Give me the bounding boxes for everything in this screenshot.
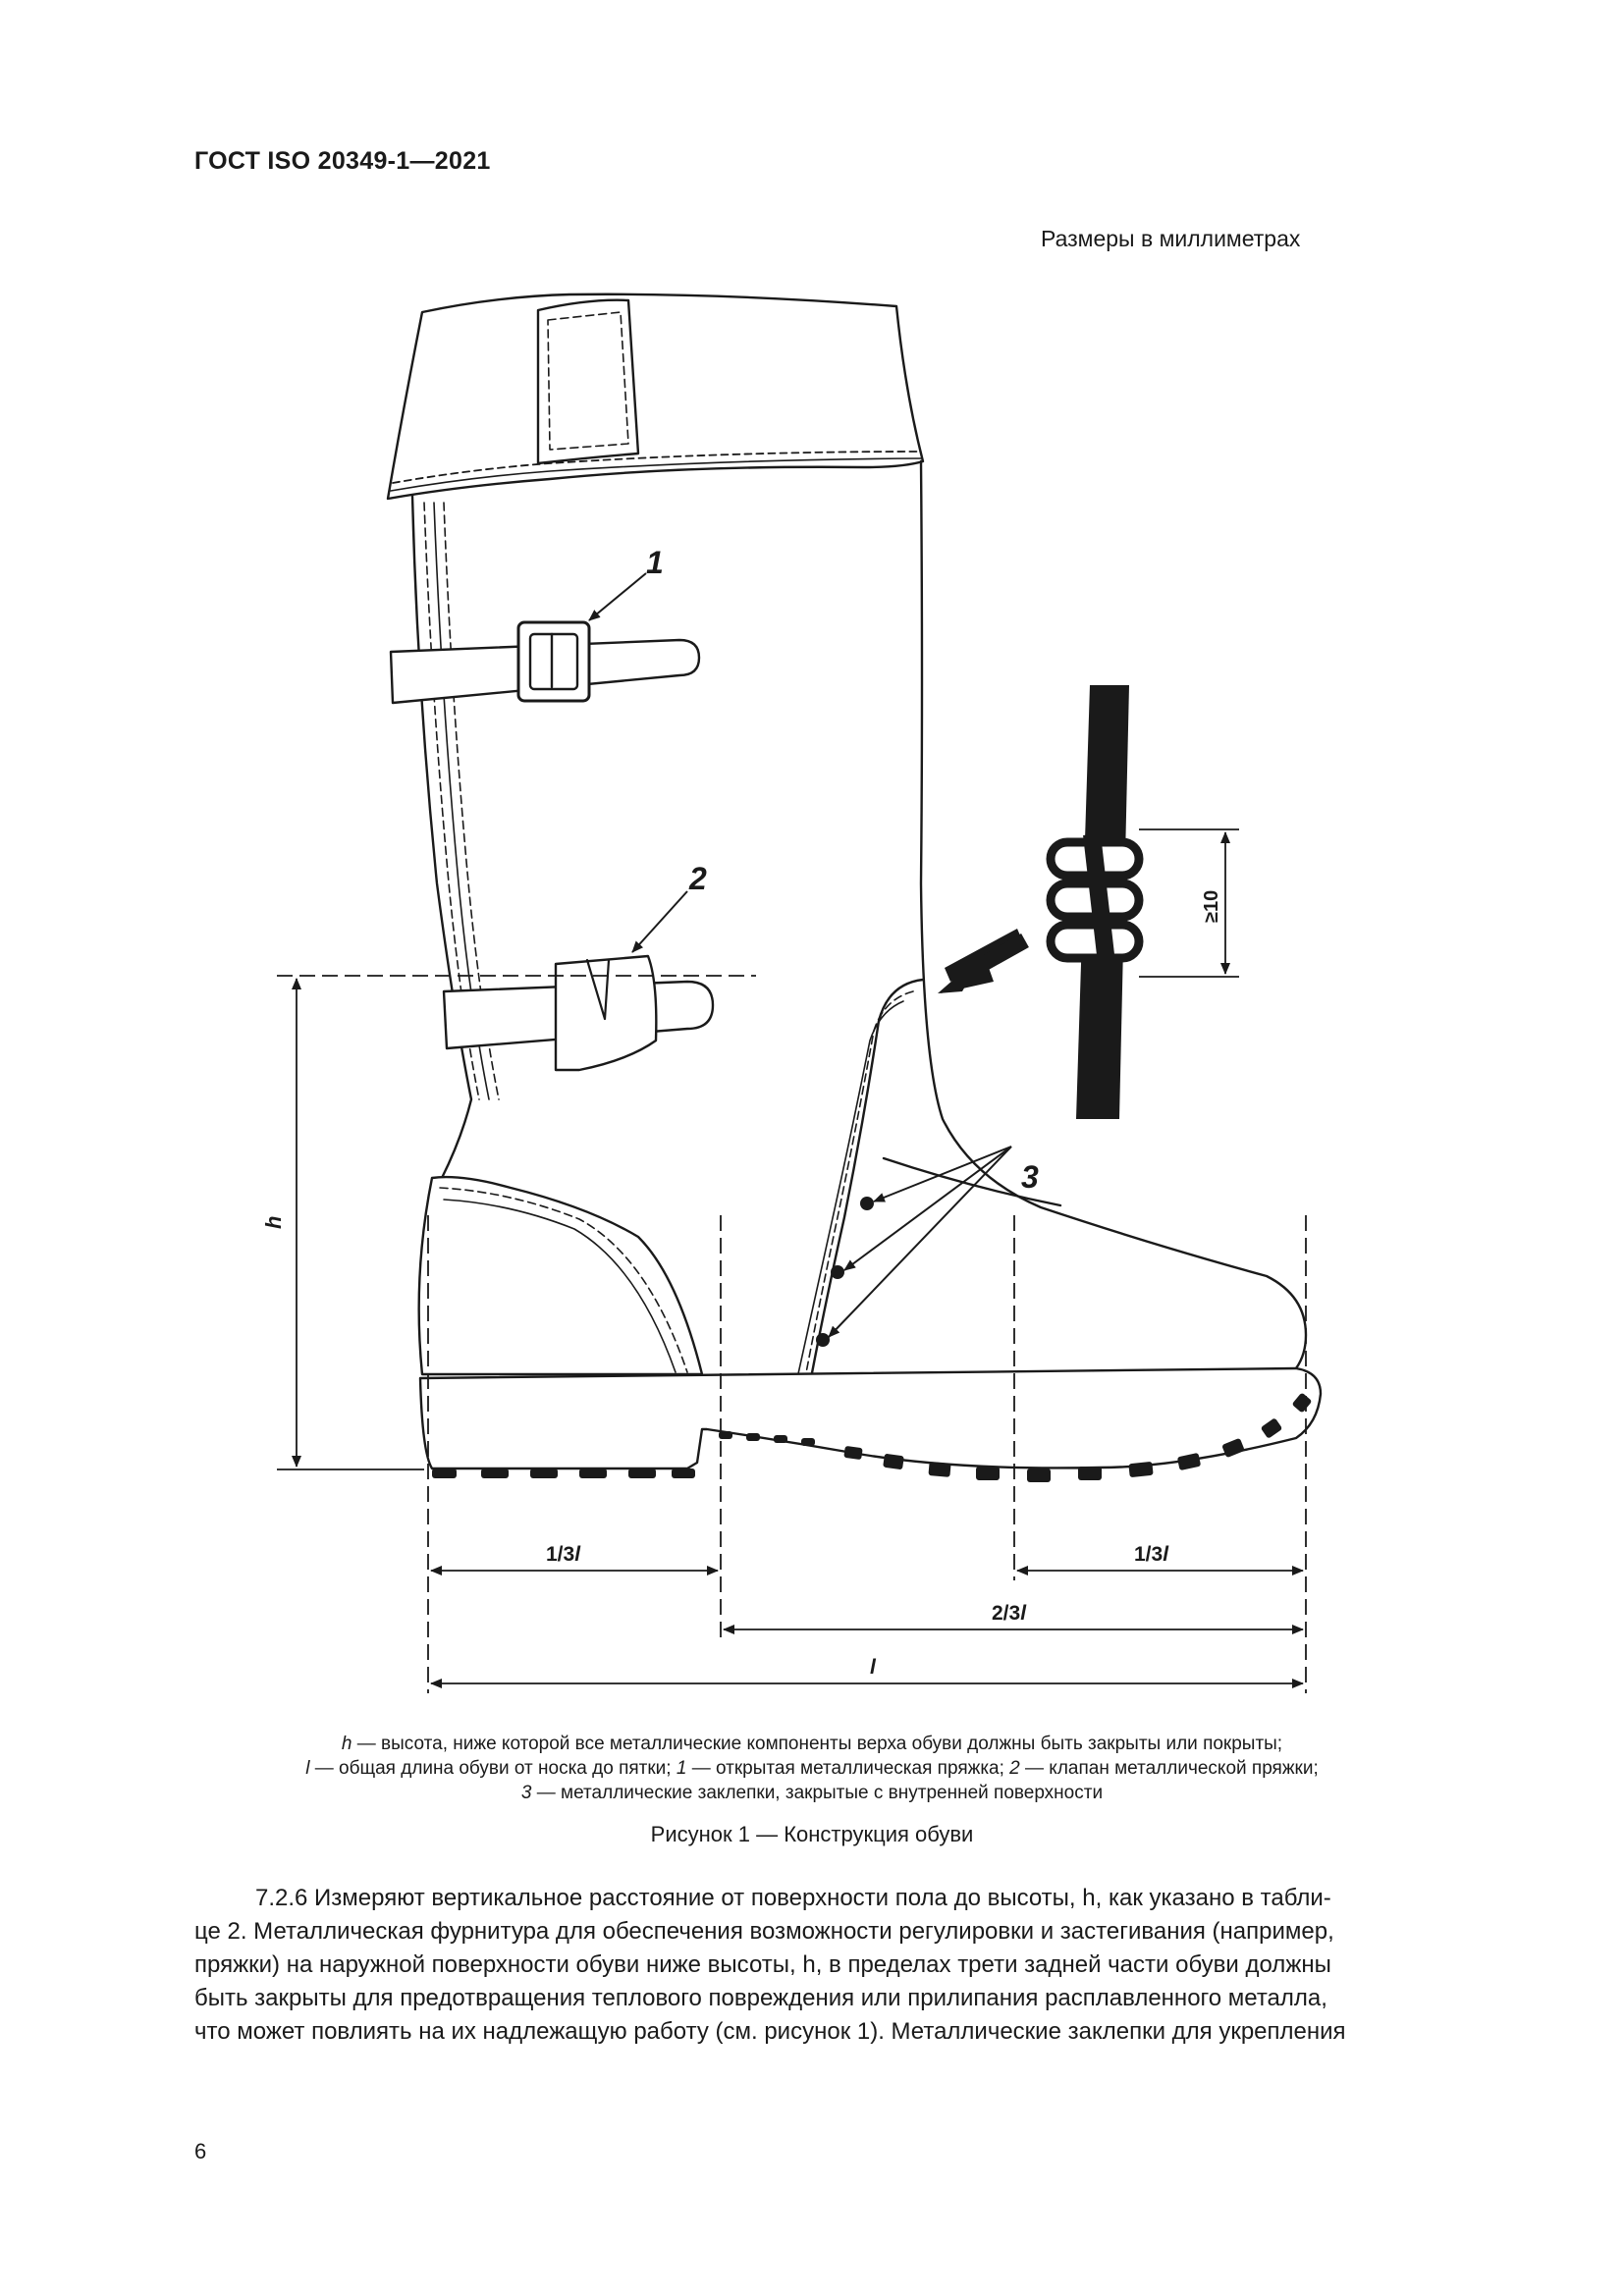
dimension-h: h bbox=[261, 1215, 286, 1229]
body-line: це 2. Металлическая фурнитура для обеспечения возможности регулировки и застегивания (например, bbox=[194, 1918, 1334, 1945]
vamp-seam bbox=[811, 980, 923, 1378]
rivet-3 bbox=[816, 1333, 830, 1347]
boot-drawing bbox=[388, 294, 1321, 1482]
boot-cuff bbox=[388, 294, 923, 499]
rivet-seam bbox=[827, 989, 901, 1366]
heel-tread bbox=[432, 1468, 695, 1478]
shaft-back bbox=[412, 496, 471, 1178]
body-line: 7.2.6 Измеряют вертикальное расстояние от поверхности пола до высоты, h, как указано в табли- bbox=[255, 1885, 1331, 1911]
figure-caption: Рисунок 1 — Конструкция обуви bbox=[650, 1822, 974, 1846]
callout-3: 3 bbox=[1021, 1159, 1039, 1195]
dim-total: l bbox=[870, 1656, 876, 1679]
body-line: пряжки) на наружной поверхности обуви ниже высоты, h, в пределах трети задней части обуви должны bbox=[194, 1951, 1331, 1978]
units-note: Размеры в миллиметрах bbox=[1041, 226, 1301, 251]
body-paragraph bbox=[194, 1882, 1520, 2049]
dim-two-thirds: 2/3l bbox=[992, 1602, 1027, 1625]
dim-heel-third: 1/3l bbox=[546, 1543, 581, 1566]
figure-legend-line-3: 3 — металлические заклепки, закрытые с внутренней поверхности bbox=[520, 1783, 1104, 1803]
figure-legend-line-2: l — общая длина обуви от носка до пятки; 1 — открытая металлическая пряжка; 2 — клапан металлической пряжки; bbox=[305, 1758, 1319, 1779]
rivet-2 bbox=[831, 1265, 844, 1279]
sole bbox=[420, 1368, 1321, 1468]
callout-leaders bbox=[589, 573, 1011, 1337]
body-line: быть закрыты для предотвращения теплового повреждения или прилипания расплавленного металла, bbox=[194, 1985, 1327, 2011]
dim-toe-third: 1/3l bbox=[1134, 1543, 1169, 1566]
callout-1: 1 bbox=[646, 545, 664, 580]
figure-legend-line-1: h — высота, ниже которой все металлические компоненты верха обуви должны быть закрыты или покрыты; bbox=[341, 1734, 1283, 1754]
document-header: ГОСТ ISO 20349-1—2021 bbox=[194, 147, 491, 175]
heel-counter bbox=[419, 1177, 702, 1374]
page-number: 6 bbox=[194, 2139, 207, 2163]
dimension-ring-spacing: ≥10 bbox=[1201, 889, 1222, 923]
rivet-1 bbox=[860, 1197, 874, 1210]
body-line: что может повлиять на их надлежащую работу (см. рисунок 1). Металлические заклепки для укрепления bbox=[194, 2018, 1346, 2045]
callout-2: 2 bbox=[689, 861, 707, 896]
strap-ring-detail bbox=[938, 685, 1239, 1119]
